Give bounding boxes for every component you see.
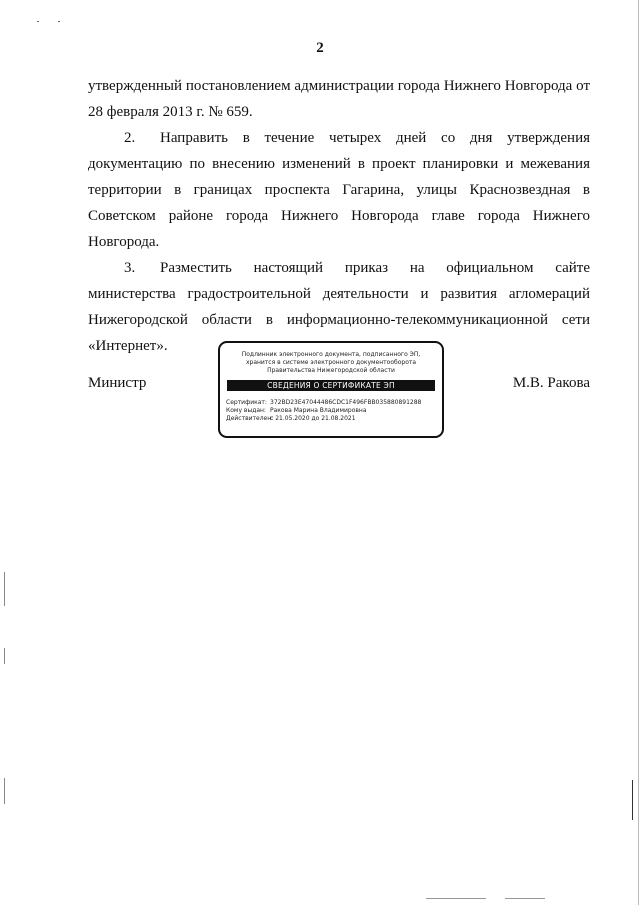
item-number: 3. [124, 260, 136, 276]
page-number: 2 [316, 40, 324, 56]
stamp-header-line: Правительства Нижегородской области [267, 367, 395, 374]
scan-edge-mark [4, 778, 5, 804]
stamp-details [226, 399, 442, 423]
validity-row [226, 415, 442, 423]
stamp-header [220, 351, 442, 375]
scan-edge-mark [4, 648, 5, 664]
stamp-header-line: Подлинник электронного документа, подписанного ЭП, [241, 351, 421, 358]
certificate-label: Сертификат: [226, 399, 267, 406]
issued-to-row [226, 407, 442, 415]
certificate-row [226, 399, 442, 407]
scan-speck [37, 21, 39, 22]
issued-to-label: Кому выдан: [226, 407, 266, 414]
scan-right-edge [638, 0, 639, 905]
scan-edge-mark [4, 572, 5, 606]
issued-to-value: Ракова Марина Владимировна [270, 407, 367, 414]
validity-label: Действителен: [226, 415, 274, 422]
signatory-role: Министр [88, 375, 147, 391]
stamp-title-bar: СВЕДЕНИЯ О СЕРТИФИКАТЕ ЭП [227, 380, 435, 391]
paragraph-continuation: утвержденный постановлением администрации города Нижнего Новгорода от 28 февраля 2013 г. № 659. [88, 78, 590, 120]
item-text: Направить в течение четырех дней со дня утверждения документацию по внесению изменений в проект планировки и межевания территории в границах проспекта Гагарина, улицы Краснозвездная в Советском районе города Нижнего Новгорода главе города Нижнего Новгорода. [88, 130, 590, 250]
document-body [88, 73, 590, 359]
stamp-header-line: хранится в системе электронного документооборота [245, 359, 417, 366]
certificate-value: 372BD23E47044486CDC1F496FBB035880891288 [270, 399, 422, 406]
scan-bottom-mark [505, 898, 545, 899]
electronic-signature-stamp [218, 341, 444, 438]
validity-value: с 21.05.2020 до 21.08.2021 [270, 415, 356, 422]
scan-edge-mark [632, 780, 633, 820]
item-number: 2. [124, 130, 136, 146]
scan-speck [58, 21, 60, 22]
scan-bottom-mark [426, 898, 486, 899]
item-text: Разместить настоящий приказ на официальном сайте министерства градостроительной деятельности и развития агломераций Нижегородской области в информационно-телекоммуникационной сети «Интернет». [88, 260, 590, 354]
paragraph-item-2 [88, 125, 590, 255]
signatory-name: М.В. Ракова [512, 375, 590, 391]
